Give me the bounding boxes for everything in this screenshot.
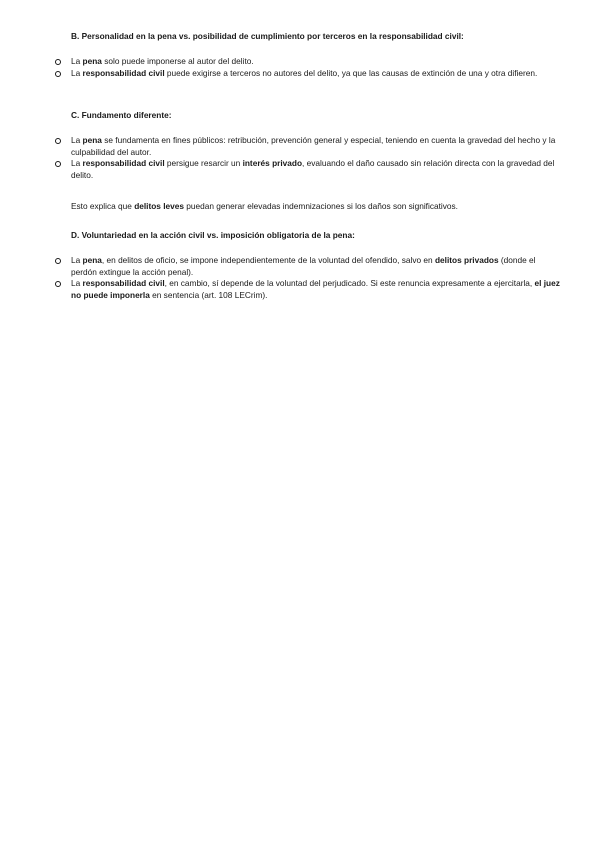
text-run: en sentencia (art. 108 LECrim). xyxy=(149,289,268,300)
text-run: La xyxy=(71,135,83,145)
bold-text-run: el juez no puede imponerla xyxy=(71,278,560,300)
text-run: La xyxy=(71,67,83,78)
bold-text-run: pena xyxy=(82,135,102,145)
text-run: , en delitos de oficio, se impone independientemente de la voluntad del ofendido, salvo en xyxy=(101,255,435,265)
text-run: Esto explica que xyxy=(71,201,135,211)
list-item xyxy=(0,56,560,68)
list-item-text xyxy=(71,56,254,66)
text-run: La xyxy=(71,255,83,265)
list-item-text xyxy=(71,255,535,277)
section-d-list xyxy=(0,255,600,301)
list-item xyxy=(0,278,560,301)
list-item xyxy=(0,158,560,181)
section-b-heading: B. Personalidad en la pena vs. posibilidad de cumplimiento por terceros en la responsabilidad civil: xyxy=(71,31,464,41)
text-run: La xyxy=(71,158,83,169)
text-run: se fundamenta en fines públicos: retribución, prevención general y especial, teniendo en cuenta la gravedad del hecho y la culpabilidad del autor. xyxy=(71,135,556,157)
section-b-list xyxy=(0,56,600,79)
text-run: (donde el perdón extingue la acción penal). xyxy=(71,255,536,277)
bold-text-run: responsabilidad civil xyxy=(82,67,165,78)
list-item-text xyxy=(71,158,554,180)
bold-text-run: responsabilidad civil xyxy=(82,158,165,169)
text-run: , evaluando el daño causado sin relación directa con la gravedad del delito. xyxy=(71,158,555,180)
bold-text-run: pena xyxy=(82,255,102,265)
text-run: persigue resarcir un xyxy=(164,158,243,169)
bold-text-run: pena xyxy=(82,56,102,66)
section-c-note xyxy=(71,201,458,213)
list-item xyxy=(0,135,560,158)
bold-text-run: responsabilidad civil xyxy=(82,278,165,289)
text-run: La xyxy=(71,56,83,66)
section-c-heading: C. Fundamento diferente: xyxy=(71,110,172,120)
bold-text-run: interés privado xyxy=(242,158,303,169)
circle-bullet-icon xyxy=(55,161,61,167)
list-item-text xyxy=(71,278,560,300)
list-item xyxy=(0,255,560,278)
bold-text-run: delitos leves xyxy=(134,201,184,211)
text-run: solo puede imponerse al autor del delito. xyxy=(101,56,254,66)
text-run: La xyxy=(71,278,83,289)
circle-bullet-icon xyxy=(55,258,61,264)
list-item xyxy=(0,68,560,80)
circle-bullet-icon xyxy=(55,71,61,77)
circle-bullet-icon xyxy=(55,138,61,144)
bold-text-run: delitos privados xyxy=(434,255,499,265)
text-run: puedan generar elevadas indemnizaciones si los daños son significativos. xyxy=(184,201,458,211)
section-c-list xyxy=(0,135,600,181)
text-run: puede exigirse a terceros no autores del delito, ya que las causas de extinción de una y otra difieren. xyxy=(164,67,538,78)
text-run: , en cambio, sí depende de la voluntad del perjudicado. Si este renuncia expresamente a ejercitarla, xyxy=(164,278,535,289)
section-d-heading: D. Voluntariedad en la acción civil vs. imposición obligatoria de la pena: xyxy=(71,230,355,240)
circle-bullet-icon xyxy=(55,59,61,65)
circle-bullet-icon xyxy=(55,281,61,287)
list-item-text xyxy=(71,135,555,157)
list-item-text xyxy=(71,68,537,78)
